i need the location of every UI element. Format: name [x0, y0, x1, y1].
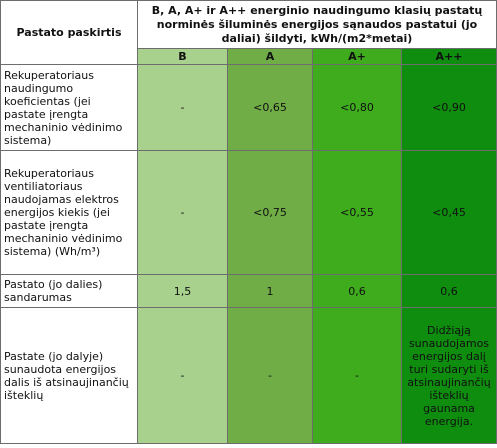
row-label: Rekuperatoriaus ventiliatoriaus naudojamas elektros energijos kiekis (jei pastate įrengta mechaninio vėdinimo sistema) (Wh/m³)	[1, 151, 138, 275]
value-cell: <0,75	[228, 151, 313, 275]
class-header-b: B	[138, 49, 228, 65]
value-cell: -	[138, 65, 228, 151]
renewable-energy-note: Didžiąją sunaudojamos energijos dalį turi sudaryti iš atsinaujinančių išteklių gaunama energija.	[402, 308, 497, 444]
header-energy-requirements: B, A, A+ ir A++ energinio naudingumo klasių pastatų norminės šiluminės energijos sąnaudos pastatui (jo daliai) šildyti, kWh/(m2*metai)	[138, 1, 497, 49]
value-cell: 1,5	[138, 275, 228, 308]
table-row	[1, 275, 497, 308]
table-row	[1, 151, 497, 275]
row-label: Pastato (jo dalies) sandarumas	[1, 275, 138, 308]
value-cell: <0,80	[313, 65, 402, 151]
value-cell: -	[228, 308, 313, 444]
row-label: Pastate (jo dalyje) sunaudota energijos dalis iš atsinaujinančių išteklių	[1, 308, 138, 444]
value-cell: 0,6	[402, 275, 497, 308]
class-header-a-plus-plus: A++	[402, 49, 497, 65]
header-building-purpose: Pastato paskirtis	[1, 1, 138, 65]
row-label: Rekuperatoriaus naudingumo koeficientas (jei pastate įrengta mechaninio vėdinimo sistema)	[1, 65, 138, 151]
value-cell: <0,90	[402, 65, 497, 151]
class-header-a: A	[228, 49, 313, 65]
value-cell: 0,6	[313, 275, 402, 308]
class-header-a-plus: A+	[313, 49, 402, 65]
value-cell: -	[138, 308, 228, 444]
value-cell: 1	[228, 275, 313, 308]
value-cell: <0,55	[313, 151, 402, 275]
value-cell: -	[138, 151, 228, 275]
value-cell: <0,45	[402, 151, 497, 275]
value-cell: -	[313, 308, 402, 444]
table-row	[1, 65, 497, 151]
table-row	[1, 308, 497, 444]
value-cell: <0,65	[228, 65, 313, 151]
